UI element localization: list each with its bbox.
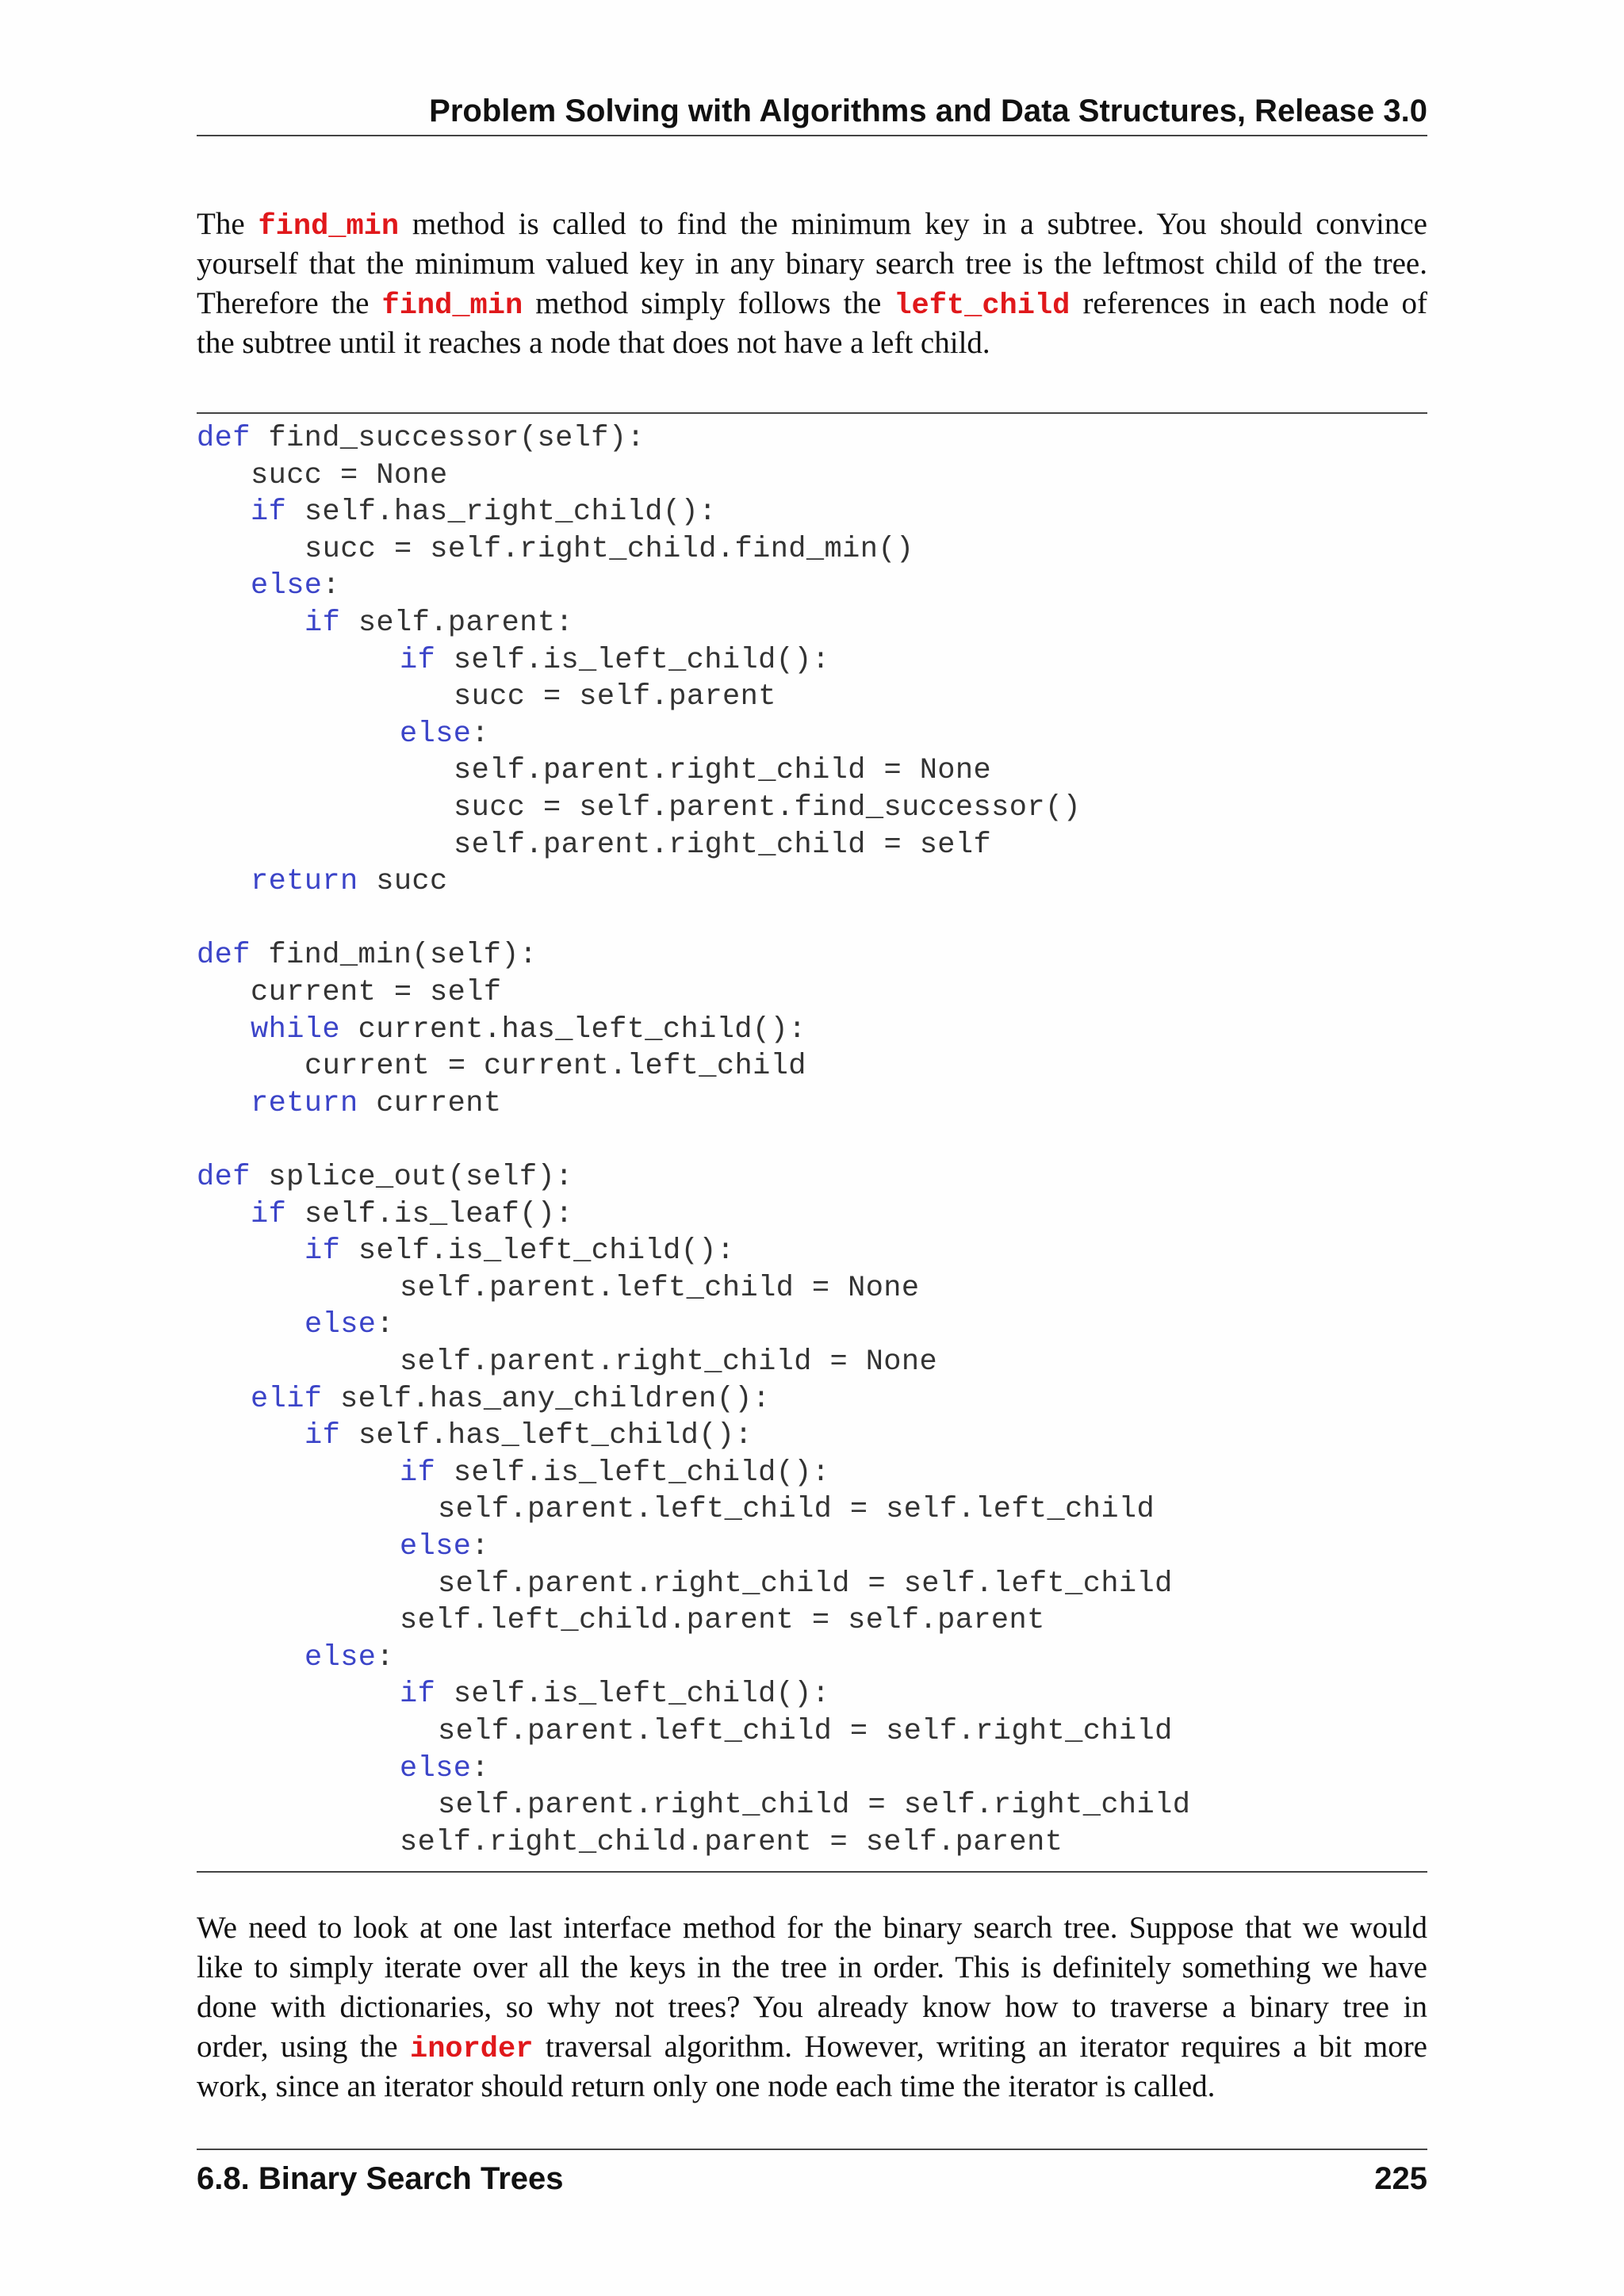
code-keyword: elif xyxy=(251,1382,323,1416)
code-text: : xyxy=(322,569,341,603)
code-text: self.is_leaf(): xyxy=(286,1197,573,1231)
code-keyword: if xyxy=(400,643,436,677)
code-text: self.left_child.parent = self.parent xyxy=(400,1604,1045,1638)
paragraph-line xyxy=(197,2027,1427,2067)
text-run: done with dictionaries, so why not trees? You already know how to traverse a binary tree in xyxy=(197,1990,1427,2024)
inline-code: find_min xyxy=(258,210,400,243)
code-line xyxy=(400,1455,830,1492)
text-run: method is called to find the minimum key in a subtree. You should convince xyxy=(399,207,1427,241)
code-text: self.right_child.parent = self.parent xyxy=(400,1825,1063,1859)
code-keyword: else xyxy=(400,1530,472,1563)
code-line xyxy=(400,1602,1045,1640)
code-line xyxy=(304,1048,806,1085)
code-text: current.has_left_child(): xyxy=(340,1012,806,1047)
code-top-rule xyxy=(197,412,1427,414)
header-rule xyxy=(197,135,1427,136)
paragraph-line xyxy=(197,2067,1427,2107)
code-keyword: return xyxy=(251,1086,358,1120)
code-text: find_min(self): xyxy=(250,939,538,973)
code-line xyxy=(454,679,776,716)
code-keyword: if xyxy=(304,1234,341,1269)
code-keyword: else xyxy=(400,717,472,751)
code-text: : xyxy=(376,1640,395,1674)
code-line xyxy=(251,457,448,495)
code-line xyxy=(400,1344,937,1381)
code-keyword: if xyxy=(304,1419,341,1453)
code-text: succ = self.parent xyxy=(454,680,776,714)
code-line xyxy=(400,1270,920,1307)
code-keyword: if xyxy=(251,496,287,530)
code-line xyxy=(251,1381,771,1418)
code-keyword: else xyxy=(304,1308,377,1342)
text-run: the subtree until it reaches a node that does not have a left child. xyxy=(197,326,990,360)
paragraph-line xyxy=(197,1908,1427,1948)
code-line xyxy=(304,1307,394,1344)
paragraph-line xyxy=(197,244,1427,284)
inline-code: find_min xyxy=(381,289,523,323)
running-header: Problem Solving with Algorithms and Data Structures, Release 3.0 xyxy=(429,94,1427,128)
inline-code: inorder xyxy=(409,2033,534,2066)
code-text: self.is_left_child(): xyxy=(340,1234,735,1269)
code-text: : xyxy=(471,717,490,751)
code-line xyxy=(197,420,645,457)
footer-section: 6.8. Binary Search Trees xyxy=(197,2161,564,2196)
text-run: The xyxy=(197,207,259,241)
code-line xyxy=(400,642,830,679)
code-text: find_successor(self): xyxy=(250,422,645,455)
code-line xyxy=(304,531,914,568)
code-text: self.is_left_child(): xyxy=(435,1678,830,1712)
outro-paragraph xyxy=(197,1908,1427,2107)
text-run: method simply follows the xyxy=(523,286,894,320)
code-text: self.has_left_child(): xyxy=(340,1419,753,1453)
code-text: splice_out(self): xyxy=(250,1161,573,1194)
code-keyword: def xyxy=(197,422,251,455)
code-line xyxy=(251,568,340,605)
code-text: : xyxy=(471,1530,490,1563)
code-text: current = current.left_child xyxy=(304,1050,806,1084)
code-text: self.parent.left_child = None xyxy=(400,1271,920,1305)
code-keyword: else xyxy=(400,1751,472,1785)
code-text: self.is_left_child(): xyxy=(435,643,830,677)
code-line xyxy=(454,790,1081,827)
code-line xyxy=(400,1529,489,1566)
code-line xyxy=(251,1012,806,1049)
text-run: Therefore the xyxy=(197,286,382,320)
code-text: self.has_right_child(): xyxy=(286,496,717,530)
code-line xyxy=(304,1640,394,1677)
code-text: self.parent.right_child = None xyxy=(454,754,992,788)
code-line xyxy=(400,716,489,753)
code-text: current = self xyxy=(251,976,502,1009)
code-keyword: return xyxy=(251,865,358,899)
paragraph-line xyxy=(197,284,1427,323)
paragraph-line xyxy=(197,323,1427,363)
code-text: : xyxy=(376,1308,395,1342)
code-text: self.is_left_child(): xyxy=(435,1456,830,1490)
paragraph-line xyxy=(197,1948,1427,1988)
text-run: traversal algorithm. However, writing an iterator requires a bit more xyxy=(533,2030,1427,2064)
code-line xyxy=(304,1233,735,1270)
code-text: succ = self.right_child.find_min() xyxy=(304,532,914,566)
code-text: : xyxy=(471,1751,490,1785)
inline-code: left_child xyxy=(894,289,1071,323)
code-line xyxy=(251,863,448,901)
code-keyword: if xyxy=(251,1197,287,1231)
code-keyword: else xyxy=(304,1640,377,1674)
code-keyword: if xyxy=(400,1678,436,1712)
code-keyword: if xyxy=(400,1456,436,1490)
code-text: self.parent.right_child = self.right_child xyxy=(438,1789,1191,1823)
code-text: current xyxy=(358,1086,502,1120)
code-text: self.parent.right_child = self.left_child xyxy=(438,1567,1173,1601)
code-line xyxy=(400,1824,1063,1862)
code-keyword: def xyxy=(197,939,251,973)
code-line xyxy=(438,1566,1173,1603)
text-run: references in each node of xyxy=(1070,286,1427,320)
code-text: self.has_any_children(): xyxy=(322,1382,771,1416)
code-line xyxy=(438,1787,1190,1824)
code-text: self.parent.right_child = None xyxy=(400,1345,938,1379)
code-keyword: while xyxy=(251,1012,341,1047)
code-text: succ xyxy=(358,865,448,899)
code-line xyxy=(197,1159,573,1196)
code-line xyxy=(251,1085,501,1123)
text-run: yourself that the minimum valued key in any binary search tree is the leftmost child of the tree. xyxy=(197,247,1427,281)
code-text: self.parent: xyxy=(340,607,574,640)
code-text: succ = self.parent.find_successor() xyxy=(454,791,1082,825)
code-line xyxy=(197,937,537,974)
code-line xyxy=(304,1418,753,1455)
code-line xyxy=(304,605,573,642)
code-keyword: if xyxy=(304,607,341,640)
paragraph-line xyxy=(197,1988,1427,2027)
intro-paragraph xyxy=(197,205,1427,363)
paragraph-line xyxy=(197,205,1427,244)
footer-rule xyxy=(197,2149,1427,2150)
text-run: work, since an iterator should return only one node each time the iterator is called. xyxy=(197,2069,1216,2103)
code-line xyxy=(251,1196,573,1234)
footer-page-number: 225 xyxy=(1374,2161,1427,2196)
code-line xyxy=(454,827,991,864)
code-line xyxy=(251,974,501,1012)
code-line xyxy=(400,1676,830,1713)
code-text: self.parent.left_child = self.left_child xyxy=(438,1493,1155,1527)
code-text: self.parent.right_child = self xyxy=(454,828,992,862)
code-line xyxy=(438,1491,1155,1529)
code-text: self.parent.left_child = self.right_child xyxy=(438,1715,1173,1748)
code-keyword: else xyxy=(251,569,323,603)
code-line xyxy=(251,494,717,531)
code-keyword: def xyxy=(197,1161,251,1194)
code-line xyxy=(438,1713,1173,1751)
text-run: like to simply iterate over all the keys in the tree in order. This is definitely something we have xyxy=(197,1950,1427,1984)
code-bottom-rule xyxy=(197,1871,1427,1873)
code-text: succ = None xyxy=(251,458,448,492)
code-line xyxy=(400,1751,489,1788)
code-line xyxy=(454,752,991,790)
text-run: order, using the xyxy=(197,2030,410,2064)
text-run: We need to look at one last interface method for the binary search tree. Suppose that we would xyxy=(197,1911,1427,1945)
